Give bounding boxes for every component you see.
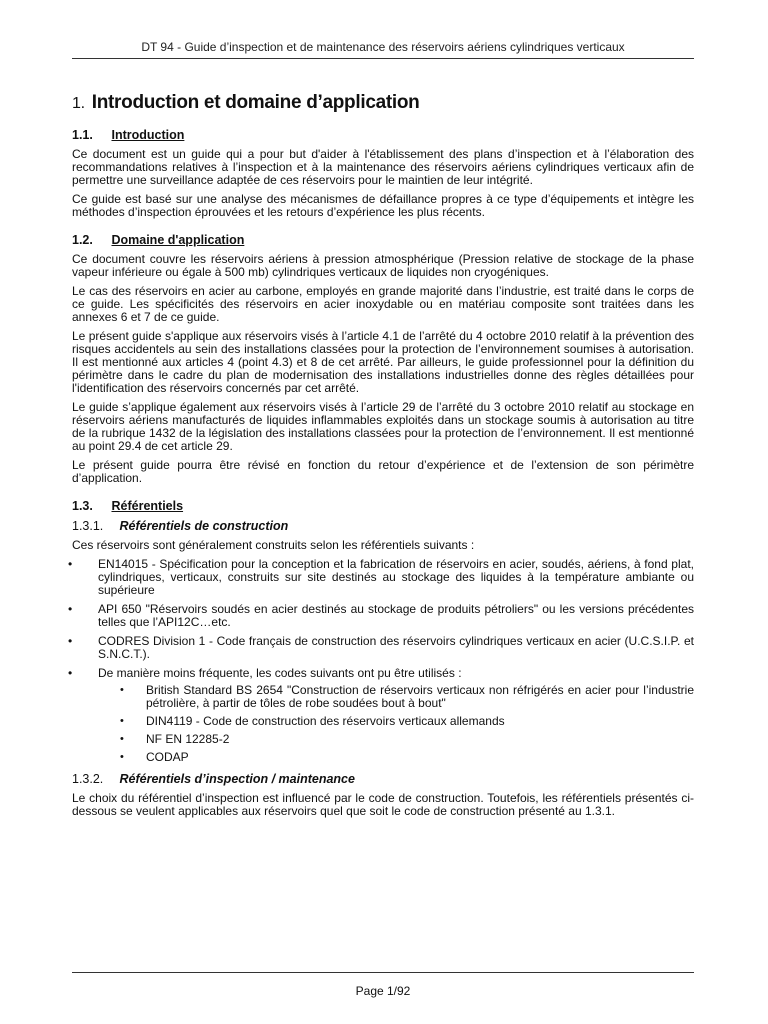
paragraph: Le présent guide pourra être révisé en fonction du retour d’expérience et de l’extension de son périmètre d’application. <box>72 458 694 485</box>
chapter-heading <box>72 92 694 114</box>
running-header: DT 94 - Guide d’inspection et de maintenance des réservoirs aériens cylindriques verticaux <box>141 40 625 54</box>
paragraph: Ce guide est basé sur une analyse des mécanismes de défaillance propres à ce type d’équipements et intègre les méthodes d’inspection éprouvées et les retours d’expérience les plus récents. <box>72 192 694 219</box>
subsection-heading-construction <box>72 519 694 533</box>
section-number: 1.2. <box>72 233 93 247</box>
nested-list-item: • DIN4119 - Code de construction des réservoirs verticaux allemands <box>98 715 694 728</box>
footer-rule <box>72 972 694 973</box>
subsection-title: Référentiels de construction <box>119 519 289 533</box>
section-title: Domaine d'application <box>111 233 245 247</box>
section-heading-introduction <box>72 128 694 142</box>
list-item: • CODRES Division 1 - Code français de construction des réservoirs cylindriques verticaux en acier (U.C.S.I.P. et S.N.C.T.). <box>72 635 694 661</box>
section-number: 1.1. <box>72 128 93 142</box>
header-rule <box>72 58 694 59</box>
list-item: • API 650 "Réservoirs soudés en acier destinés au stockage de produits pétroliers" ou les versions précédentes telles que l’API12C…etc. <box>72 603 694 629</box>
chapter-title: Introduction et domaine d’application <box>91 92 420 113</box>
section-title: Référentiels <box>111 499 184 513</box>
paragraph: Le guide s’applique également aux réservoirs visés à l’article 29 de l’arrêté du 3 octobre 2010 relatif au stockage en réservoirs aériens manufacturés de liquides inflammables exploités dans un stockage soumis à autorisation au titre de la rubrique 1432 de la législation des installations classées pour la protection de l’environnement. Il est mentionné au point 29.4 de cet article 29. <box>72 400 694 453</box>
subsection-heading-inspection <box>72 772 694 786</box>
subsection-number: 1.3.2. <box>72 772 104 786</box>
section-number: 1.3. <box>72 499 93 513</box>
page-content <box>72 92 694 824</box>
section-title: Introduction <box>111 128 185 142</box>
paragraph: Ce document couvre les réservoirs aériens à pression atmosphérique (Pression relative de stockage de la phase vapeur inférieure ou égale à 500 mb) cylindriques verticaux de liquides non cryogéniques. <box>72 252 694 279</box>
chapter-number: 1. <box>72 95 85 112</box>
nested-list-item: • CODAP <box>98 751 694 764</box>
subsection-title: Référentiels d’inspection / maintenance <box>119 772 355 786</box>
list-item <box>72 667 694 764</box>
nested-list-item: • British Standard BS 2654 "Construction de réservoirs verticaux non réfrigérés en acier pour l’industrie pétrolière, à partir de tôles de robe soudées bout à bout" <box>98 684 694 710</box>
paragraph: Le cas des réservoirs en acier au carbone, employés en grande majorité dans l’industrie, est traité dans le corps de ce guide. Les spécificités des réservoirs en acier inoxydable ou en matériau composite sont traitées dans les annexes 6 et 7 de ce guide. <box>72 284 694 324</box>
paragraph: Le présent guide s'applique aux réservoirs visés à l’article 4.1 de l’arrêté du 4 octobre 2010 relatif à la prévention des risques accidentels au sein des installations classées pour la protection de l’environnement soumises à autorisation. Il est mentionné aux articles 4 (point 4.3) et 8 de cet arrêté. Par ailleurs, le guide professionnel pour la définition du périmètre dans le cadre du plan de modernisation des installations industrielles donne des règles détaillées pour l'identification des réservoirs concernés par cet arrêté. <box>72 329 694 395</box>
page-number: Page 1/92 <box>355 984 411 998</box>
section-heading-domaine <box>72 233 694 247</box>
section-heading-referentiels <box>72 499 694 513</box>
nested-list-item: • NF EN 12285-2 <box>98 733 694 746</box>
paragraph: Ces réservoirs sont généralement construits selon les référentiels suivants : <box>72 538 475 552</box>
paragraph: Le choix du référentiel d’inspection est influencé par le code de construction. Toutefois, les référentiels présentés ci-dessous se veulent applicables aux réservoirs quel que soit le code de construction présenté au 1.3.1. <box>72 791 694 818</box>
list-item-text: De manière moins fréquente, les codes suivants ont pu être utilisés : <box>98 666 462 680</box>
paragraph: Ce document est un guide qui a pour but d'aider à l'établissement des plans d’inspection et à l’élaboration des recommandations relatives à l’inspection et à la maintenance des réservoirs aériens cylindriques verticaux afin de permettre une surveillance adaptée de ces réservoirs pour le maintien de leur intégrité. <box>72 147 694 187</box>
subsection-number: 1.3.1. <box>72 519 104 533</box>
list-item: • EN14015 - Spécification pour la conception et la fabrication de réservoirs en acier, soudés, aériens, à fond plat, cylindriques, verticaux, construits sur site destinés au stockage des liquides à la température ambiante ou supérieure <box>72 558 694 597</box>
nested-bullet-list <box>98 684 694 764</box>
bullet-list <box>72 558 694 764</box>
